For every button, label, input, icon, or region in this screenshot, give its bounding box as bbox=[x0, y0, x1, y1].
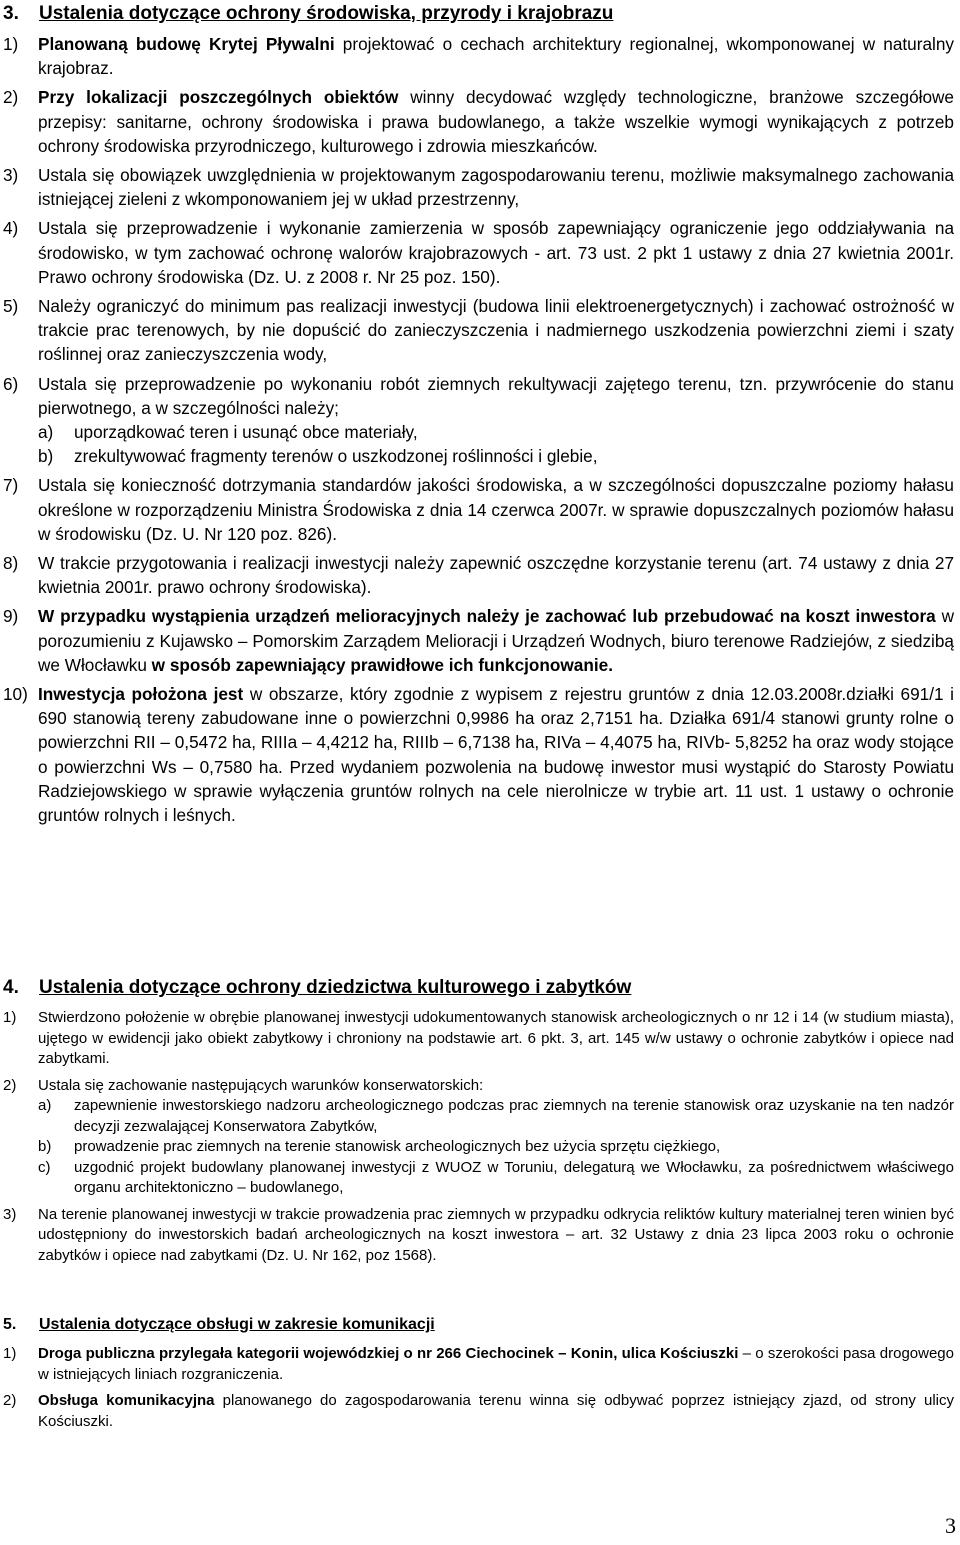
section-5-list bbox=[0, 1344, 960, 1438]
item-number: 5) bbox=[3, 296, 19, 317]
sub-item bbox=[38, 1137, 954, 1158]
item-text: Na terenie planowanej inwestycji w trakcie prowadzenia prac ziemnych w przypadku odkrycia reliktów kultury materialnej teren winien być udostępniony do inwestorskich badań archeologicznych na koszt inwestora – art. 32 Ustawy z dnia 23 lipca 2003 roku o ochronie zabytków i opiece nad zabytkami (Dz. U. Nr 162, poz 1568). bbox=[38, 1205, 954, 1264]
item-text: Ustala się przeprowadzenie i wykonanie zamierzenia w sposób zapewniający ograniczenie jego oddziaływania na środowisko, w tym zachować ochronę walorów krajobrazowych - art. 73 ust. 2 pkt 1 ustawy z dnia 27 kwietnia 2001r. Prawo ochrony środowiska (Dz. U. z 2008 r. Nr 25 poz. 150). bbox=[38, 218, 954, 287]
section-number: 4. bbox=[3, 977, 19, 998]
section-4-list bbox=[0, 1008, 960, 1272]
section-4-heading bbox=[3, 977, 631, 999]
item-text: Stwierdzono położenie w obrębie planowanej inwestycji udokumentowanych stanowisk archeologicznych o nr 12 i 14 (w studium miasta), ujętego w ewidencji jako obiekt zabytkowy i chroniony na podstawie art. 6 pkt. 3, art. 145 w/w ustawy o ochronie zabytków i opiece nad zabytkami. bbox=[38, 1009, 954, 1067]
list-item bbox=[0, 216, 960, 289]
item-bold-text: Obsługa komunikacyjna bbox=[38, 1392, 215, 1409]
item-bold-text: w sposób zapewniający prawidłowe ich funkcjonowanie. bbox=[151, 654, 613, 675]
section-3-heading bbox=[3, 3, 613, 25]
item-text: Ustala się obowiązek uwzględnienia w projektowanym zagospodarowaniu terenu, możliwie maksymalnego zachowania istniejącej zieleni z wkomponowaniem jej w układ przestrzenny, bbox=[38, 165, 954, 210]
list-item bbox=[0, 682, 960, 827]
sub-item bbox=[38, 420, 954, 444]
item-number: 1) bbox=[3, 1009, 17, 1026]
list-item bbox=[0, 294, 960, 367]
item-number: 7) bbox=[3, 475, 19, 496]
item-bold-text: Droga publiczna przylegała kategorii wojewódzkiej o nr 266 Ciechocinek – Konin, ulica Kościuszki bbox=[38, 1345, 739, 1362]
sub-item-letter: c) bbox=[38, 1158, 51, 1176]
item-number: 10) bbox=[3, 684, 28, 705]
item-text: Należy ograniczyć do minimum pas realizacji inwestycji (budowa linii elektroenergetycznych) i zachować ostrożność w trakcie prac terenowych, by nie dopuścić do zanieczyszczenia i nadmiernego uszkodzenia powierzchni ziemi i szaty roślinnej oraz zanieczyszczenia wody, bbox=[38, 296, 954, 365]
item-number: 4) bbox=[3, 218, 19, 239]
section-5-heading bbox=[3, 1316, 435, 1334]
section-title: Ustalenia dotyczące ochrony dziedzictwa kulturowego i zabytków bbox=[39, 977, 632, 998]
list-item bbox=[0, 604, 960, 677]
list-item bbox=[0, 1076, 960, 1199]
sub-item-letter: b) bbox=[38, 1138, 52, 1155]
sub-item-text: zapewnienie inwestorskiego nadzoru archeologicznego podczas prac ziemnych na terenie stanowisk oraz uzyskanie na ten nadzór decyzji zezwalającej Konserwatora Zabytków, bbox=[74, 1097, 954, 1135]
sub-item-text: uzgodnić projekt budowlany planowanej inwestycji z WUOZ w Toruniu, delegaturą we Włocławku, za pośrednictwem właściwego organu architektoniczno – budowlanego, bbox=[74, 1158, 954, 1196]
sub-item-letter: a) bbox=[38, 1097, 52, 1114]
list-item bbox=[0, 85, 960, 158]
item-text: projektować o cechach architektury regionalnej, wkomponowanej w naturalny krajobraz. bbox=[38, 34, 954, 79]
item-number: 2) bbox=[3, 1076, 17, 1094]
item-text: w porozumieniu z Kujawsko – Pomorskim Zarządem Melioracji i Urządzeń Wodnych, biuro terenowe Radziejów, z siedzibą we Włocławku bbox=[38, 606, 954, 675]
item-bold-text: Planowaną budowę Krytej Pływalni bbox=[38, 34, 335, 54]
item-number: 3) bbox=[3, 165, 19, 186]
list-item bbox=[0, 32, 960, 80]
item-text: winny decydować względy technologiczne, branżowe szczegółowe przepisy: sanitarne, ochrony środowiska i prawa budowlanego, a także wszelkie wymogi wynikających z potrzeb ochrony środowiska przyrodniczego, kulturowego i zdrowia mieszkańców. bbox=[38, 87, 954, 156]
section-title: Ustalenia dotyczące ochrony środowiska, przyrody i krajobrazu bbox=[39, 3, 614, 24]
page-number: 3 bbox=[945, 1513, 956, 1538]
item-text: – o szerokości pasa drogowego w istniejących liniach rozgraniczenia. bbox=[38, 1345, 954, 1383]
item-text: Ustala się zachowanie następujących warunków konserwatorskich: bbox=[38, 1076, 484, 1094]
sub-item bbox=[38, 1158, 954, 1199]
item-text: W trakcie przygotowania i realizacji inwestycji należy zapewnić oszczędne korzystanie terenu (art. 74 ustawy z dnia 27 kwietnia 2001r. prawo ochrony środowiska). bbox=[38, 553, 954, 598]
item-bold-text: Przy lokalizacji poszczególnych obiektów bbox=[38, 87, 399, 108]
section-3-list bbox=[0, 32, 960, 832]
list-item bbox=[0, 1205, 960, 1267]
list-item bbox=[0, 1391, 960, 1432]
sub-item-text: prowadzenie prac ziemnych na terenie stanowisk archeologicznych bez użycia sprzętu ciężkiego, bbox=[74, 1138, 721, 1155]
list-item bbox=[0, 1344, 960, 1385]
list-item bbox=[0, 372, 960, 469]
section-title: Ustalenia dotyczące obsługi w zakresie komunikacji bbox=[39, 1316, 435, 1333]
item-bold-text: Inwestycja położona jest bbox=[38, 684, 244, 705]
item-number: 6) bbox=[3, 373, 19, 394]
sub-item-letter: b) bbox=[38, 446, 54, 467]
section-number: 3. bbox=[3, 3, 19, 24]
item-number: 1) bbox=[3, 1345, 17, 1362]
item-text: planowanego do zagospodarowania terenu winna się odbywać poprzez istniejący zjazd, od strony ulicy Kościuszki. bbox=[38, 1392, 954, 1430]
sub-item-text: uporządkować teren i usunąć obce materiały, bbox=[74, 422, 418, 443]
item-number: 2) bbox=[3, 87, 19, 108]
list-item bbox=[0, 1008, 960, 1070]
sub-item bbox=[38, 1096, 954, 1137]
item-number: 2) bbox=[3, 1392, 17, 1409]
list-item bbox=[0, 163, 960, 211]
sub-item-text: zrekultywować fragmenty terenów o uszkodzonej roślinności i glebie, bbox=[74, 446, 598, 467]
item-text: w obszarze, który zgodnie z wypisem z rejestru gruntów z dnia 12.03.2008r.działki 691/1 i 690 stanowią tereny zabudowane inne o powierzchni 0,9986 ha oraz 2,7151 ha. Działka 691/4 stanowi grunty rolne o powierzchni RII – 0,5472 ha, RIIIa – 4,4212 ha, RIIIb – 6,7138 ha, RIVa – 4,4075 ha, RIVb- 5,8252 ha oraz wody stojące o powierzchni Ws – 0,7580 ha. Przed wydaniem pozwolenia na budowę inwestor musi wystąpić do Starosty Powiatu Radziejowskiego w sprawie wyłączenia gruntów rolnych na cele nierolnicze w trybie art. 11 ust. 1 ustawy o ochronie gruntów rolnych i leśnych. bbox=[38, 684, 954, 826]
list-item bbox=[0, 473, 960, 546]
sub-item bbox=[38, 444, 954, 468]
list-item bbox=[0, 551, 960, 599]
item-number: 8) bbox=[3, 553, 19, 574]
sub-item-letter: a) bbox=[38, 422, 54, 443]
item-number: 1) bbox=[3, 34, 19, 54]
item-text: Ustala się przeprowadzenie po wykonaniu robót ziemnych rekultywacji zajętego terenu, tzn. przywrócenie do stanu pierwotnego, a w szczególności należy; bbox=[38, 373, 954, 418]
item-number: 3) bbox=[3, 1205, 17, 1223]
item-text: Ustala się konieczność dotrzymania standardów jakości środowiska, a w szczególności dopuszczalne poziomy hałasu określone w rozporządzeniu Ministra Środowiska z dnia 14 czerwca 2007r. w sprawie dopuszczalnych poziomów hałasu w środowisku (Dz. U. Nr 120 poz. 826). bbox=[38, 475, 954, 544]
item-bold-text: W przypadku wystąpienia urządzeń melioracyjnych należy je zachować lub przebudować na koszt inwestora bbox=[38, 606, 936, 627]
item-number: 9) bbox=[3, 606, 19, 627]
section-number: 5. bbox=[3, 1316, 17, 1333]
